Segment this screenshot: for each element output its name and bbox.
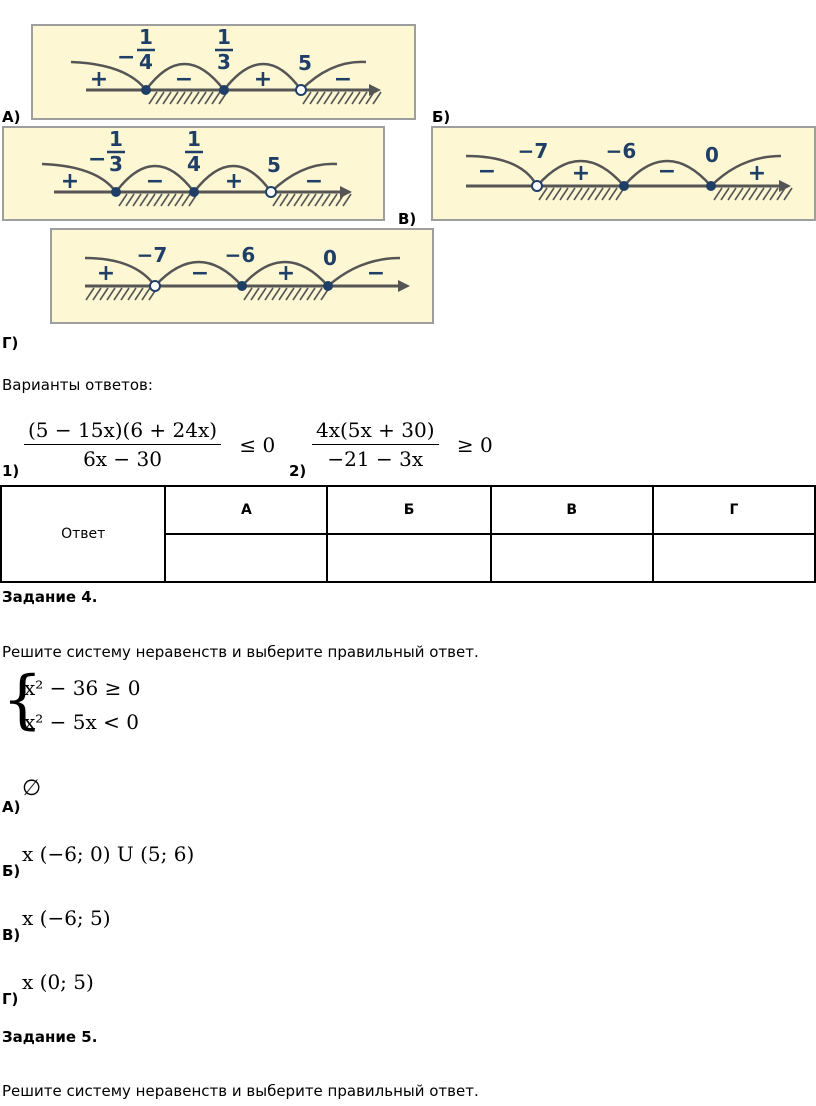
ineq2-index: 2)	[289, 462, 307, 480]
ineq1-relation: ≤ 0	[239, 432, 276, 457]
label-b: Б)	[432, 108, 451, 126]
sign-b-1: −	[477, 159, 497, 184]
diagram-a	[31, 24, 416, 120]
label-v-1-num: 1	[109, 127, 123, 151]
answer-cell-a[interactable]	[165, 534, 327, 582]
sign-b-3: −	[657, 159, 677, 184]
label-v: В)	[398, 210, 417, 228]
label-a-1-den: 4	[139, 50, 153, 74]
point-g-3	[323, 281, 333, 291]
point-a-2	[219, 85, 229, 95]
label-v-3: 5	[267, 153, 281, 177]
sign-a-3: +	[253, 67, 273, 92]
point-b-1	[532, 181, 542, 191]
ineq1-numerator: (5 − 15x)(6 + 24x)	[24, 418, 221, 445]
sign-v-3: +	[224, 169, 244, 194]
diagram-b	[431, 126, 816, 221]
label-g-3: 0	[323, 246, 337, 270]
sign-v-2: −	[145, 169, 165, 194]
answer-cell-g[interactable]	[653, 534, 815, 582]
point-g-2	[237, 281, 247, 291]
variants-title: Варианты ответов:	[2, 376, 153, 394]
ineq1-denominator: 6x − 30	[83, 447, 162, 471]
diagram-g	[50, 228, 434, 324]
ineq1-index: 1)	[2, 462, 20, 480]
number-line-b-svg	[431, 126, 816, 221]
task4-instruction: Решите систему неравенств и выберите правильный ответ.	[2, 643, 479, 661]
system-line-2: x² − 5x < 0	[24, 710, 139, 734]
point-v-3	[266, 187, 276, 197]
system-brace: {	[2, 663, 43, 737]
sign-a-1: +	[89, 67, 109, 92]
inequality-1	[24, 418, 275, 471]
answer-header-b: Б	[327, 486, 490, 534]
ineq2-numerator: 4x(5x + 30)	[312, 418, 439, 445]
diagram-v	[2, 126, 385, 221]
label-a-2-den: 3	[217, 50, 231, 74]
answer-header-a: А	[165, 486, 327, 534]
label-b-1: −7	[517, 139, 549, 163]
number-line-v-svg	[2, 126, 385, 221]
system-line-1: x² − 36 ≥ 0	[24, 676, 141, 700]
sign-b-2: +	[571, 161, 591, 186]
label-g-2: −6	[224, 243, 256, 267]
label-a-1-num: 1	[139, 25, 153, 49]
task4-option-b-label[interactable]: Б)	[2, 862, 21, 880]
task5-title: Задание 5.	[2, 1028, 98, 1046]
point-v-1	[111, 187, 121, 197]
ineq2-relation: ≥ 0	[456, 432, 493, 457]
task5-instruction: Решите систему неравенств и выберите правильный ответ.	[2, 1082, 479, 1100]
task4-option-v-label[interactable]: В)	[2, 926, 21, 944]
sign-g-1: +	[96, 261, 116, 286]
point-v-2	[189, 187, 199, 197]
ineq2-fraction	[312, 418, 439, 471]
answer-table	[0, 485, 816, 583]
number-line-g-svg	[50, 228, 434, 324]
label-b-2: −6	[605, 139, 637, 163]
point-a-1	[141, 85, 151, 95]
label-g: Г)	[2, 334, 19, 352]
answer-cell-b[interactable]	[327, 534, 490, 582]
answer-header-g: Г	[653, 486, 815, 534]
task4-title: Задание 4.	[2, 588, 98, 606]
number-line-a-svg	[31, 24, 416, 120]
task4-option-v-text: x (−6; 5)	[22, 906, 111, 930]
sign-g-4: −	[366, 261, 386, 286]
answer-cell-v[interactable]	[491, 534, 653, 582]
point-a-3	[296, 85, 306, 95]
sign-a-4: −	[333, 67, 353, 92]
ineq1-fraction	[24, 418, 221, 471]
task4-option-b-text: x (−6; 0) U (5; 6)	[22, 842, 195, 866]
sign-b-4: +	[747, 161, 767, 186]
sign-v-1: +	[60, 169, 80, 194]
inequality-2	[312, 418, 493, 471]
label-v-1-den: 3	[109, 152, 123, 176]
task4-option-a-text: ∅	[22, 776, 42, 801]
ineq2-denominator: −21 − 3x	[327, 447, 424, 471]
label-a-1-sign: −	[117, 45, 136, 70]
sign-g-3: +	[276, 261, 296, 286]
point-b-3	[706, 181, 716, 191]
label-v-2-den: 4	[187, 152, 201, 176]
label-a-2-num: 1	[217, 25, 231, 49]
task4-option-a-label[interactable]: А)	[2, 798, 21, 816]
label-v-2-num: 1	[187, 127, 201, 151]
label-b-3: 0	[705, 143, 719, 167]
label-a: А)	[2, 108, 21, 126]
task4-option-g-text: x (0; 5)	[22, 970, 94, 994]
answer-header-v: В	[491, 486, 653, 534]
label-g-1: −7	[136, 243, 168, 267]
sign-g-2: −	[190, 261, 210, 286]
label-a-3: 5	[298, 51, 312, 75]
point-b-2	[619, 181, 629, 191]
task4-option-g-label[interactable]: Г)	[2, 990, 19, 1008]
answer-row-label: Ответ	[1, 486, 165, 582]
label-v-1-sign: −	[88, 147, 107, 172]
sign-v-4: −	[304, 169, 324, 194]
sign-a-2: −	[174, 67, 194, 92]
point-g-1	[150, 281, 160, 291]
